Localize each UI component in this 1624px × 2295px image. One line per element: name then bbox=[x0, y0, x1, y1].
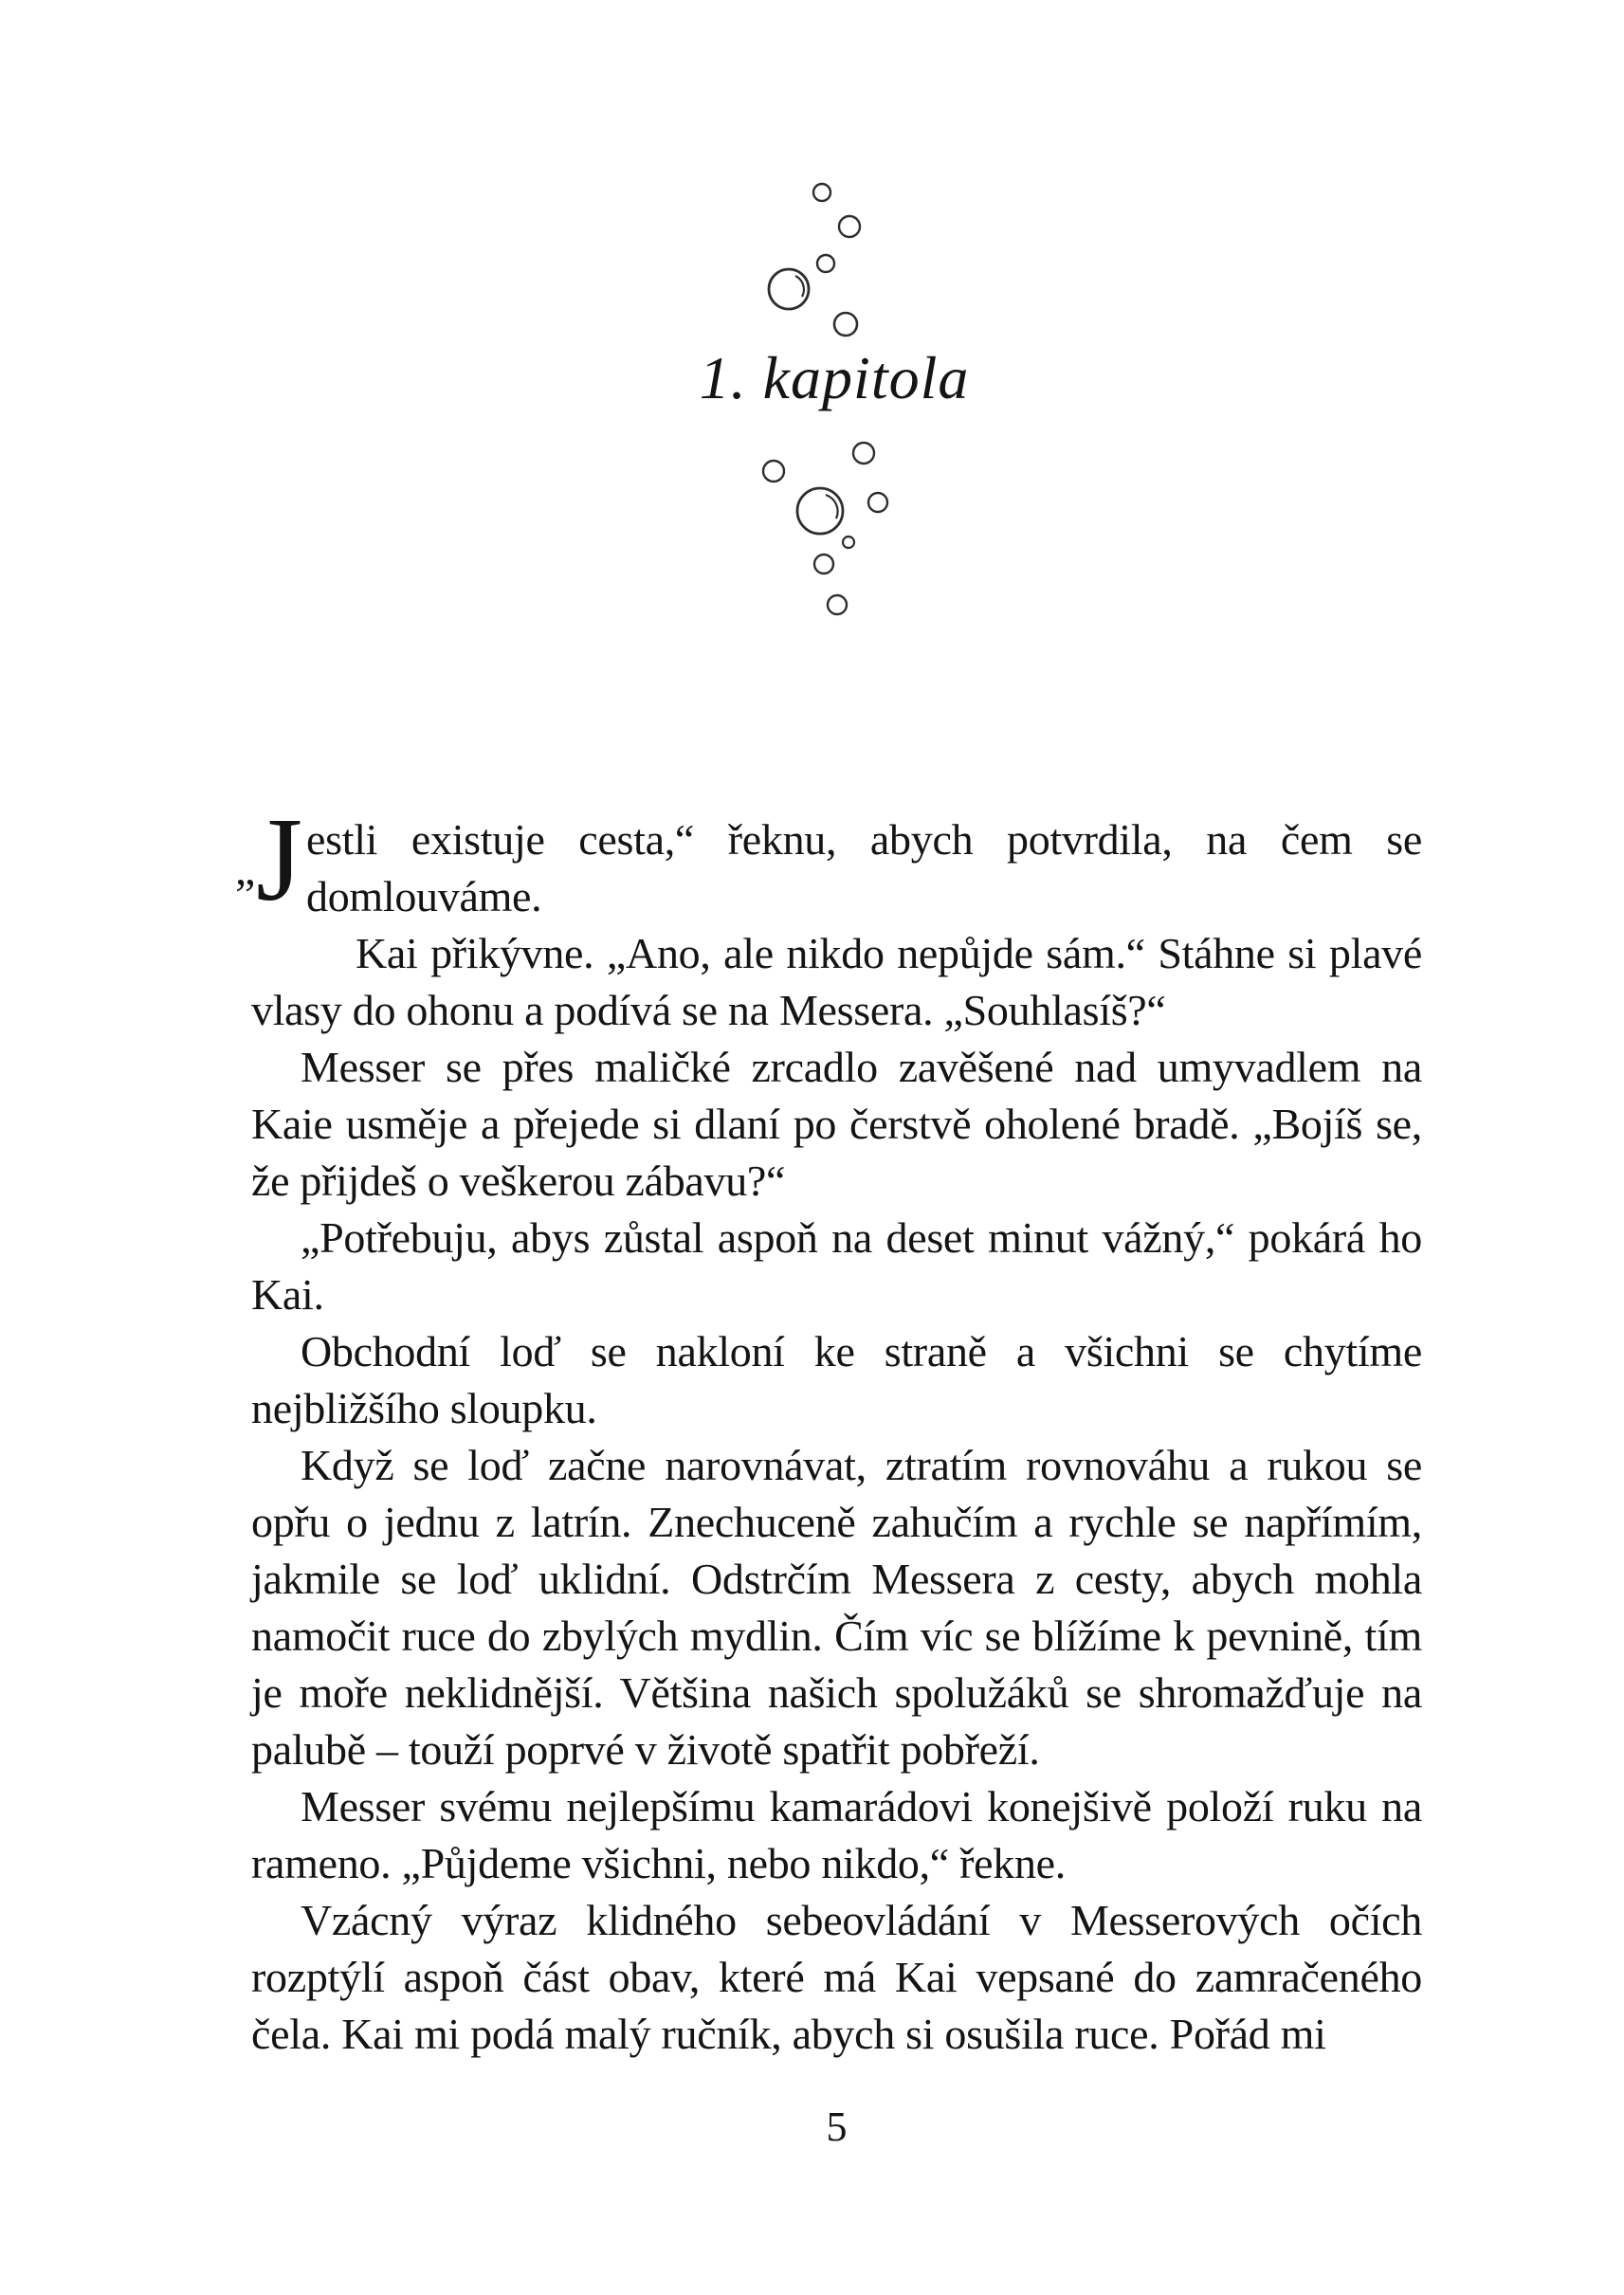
paragraph-8: Vzácný výraz klidného sebeovládání v Messerových očích rozptýlí aspoň část obav, které má Kai vepsané do zamračeného čela. Kai mi podá malý ručník, abych si osušila ruce. Pořád mi bbox=[251, 1896, 1422, 2058]
paragraph-1 bbox=[251, 811, 1422, 925]
bubbles-ornament-top bbox=[763, 178, 877, 339]
paragraph-7: Messer svému nejlepšímu kamarádovi konejšivě položí ruku na rameno. „Půjdeme všichni, nebo nikdo,“ řekne. bbox=[251, 1782, 1422, 1887]
paragraph-1-text: estli existuje cesta,“ řeknu, abych potvrdila, na čem se domlouváme. bbox=[306, 815, 1422, 920]
drop-cap-opening-quote: „ bbox=[235, 845, 256, 895]
paragraph-3: Messer se přes maličké zrcadlo zavěšené nad umyvadlem na Kaie usměje a přejede si dlaní po čerstvě oholené bradě. „Bojíš se, že přijdeš o veškerou zábavu?“ bbox=[251, 1043, 1422, 1205]
page-number: 5 bbox=[826, 2104, 848, 2150]
chapter-title: 1. kapitola bbox=[699, 344, 970, 411]
paragraph-4: „Potřebuju, abys zůstal aspoň na deset minut vážný,“ pokárá ho Kai. bbox=[251, 1213, 1422, 1319]
body-text bbox=[251, 811, 1422, 2063]
paragraph-2: Kai přikývne. „Ano, ale nikdo nepůjde sám.“ Stáhne si plavé vlasy do ohonu a podívá se na Messera. „Souhlasíš?“ bbox=[251, 929, 1422, 1034]
paragraph-5: Obchodní loď se nakloní ke straně a všichni se chytíme nejbližšího sloupku. bbox=[251, 1327, 1422, 1432]
bubbles-ornament-bottom bbox=[754, 436, 901, 626]
drop-cap-letter: J bbox=[256, 794, 303, 926]
paragraph-6: Když se loď začne narovnávat, ztratím rovnováhu a rukou se opřu o jednu z latrín. Znechuceně zahučím a rychle se napřímím, jakmile se loď uklidní. Odstrčím Messera z cesty, abych mohla namočit ruce do zbylých mydlin. Čím víc se blížíme k pevnině, tím je moře neklidnější. Většina našich spolužáků se shromažďuje na palubě – touží poprvé v životě spatřit pobřeží. bbox=[251, 1441, 1422, 1774]
